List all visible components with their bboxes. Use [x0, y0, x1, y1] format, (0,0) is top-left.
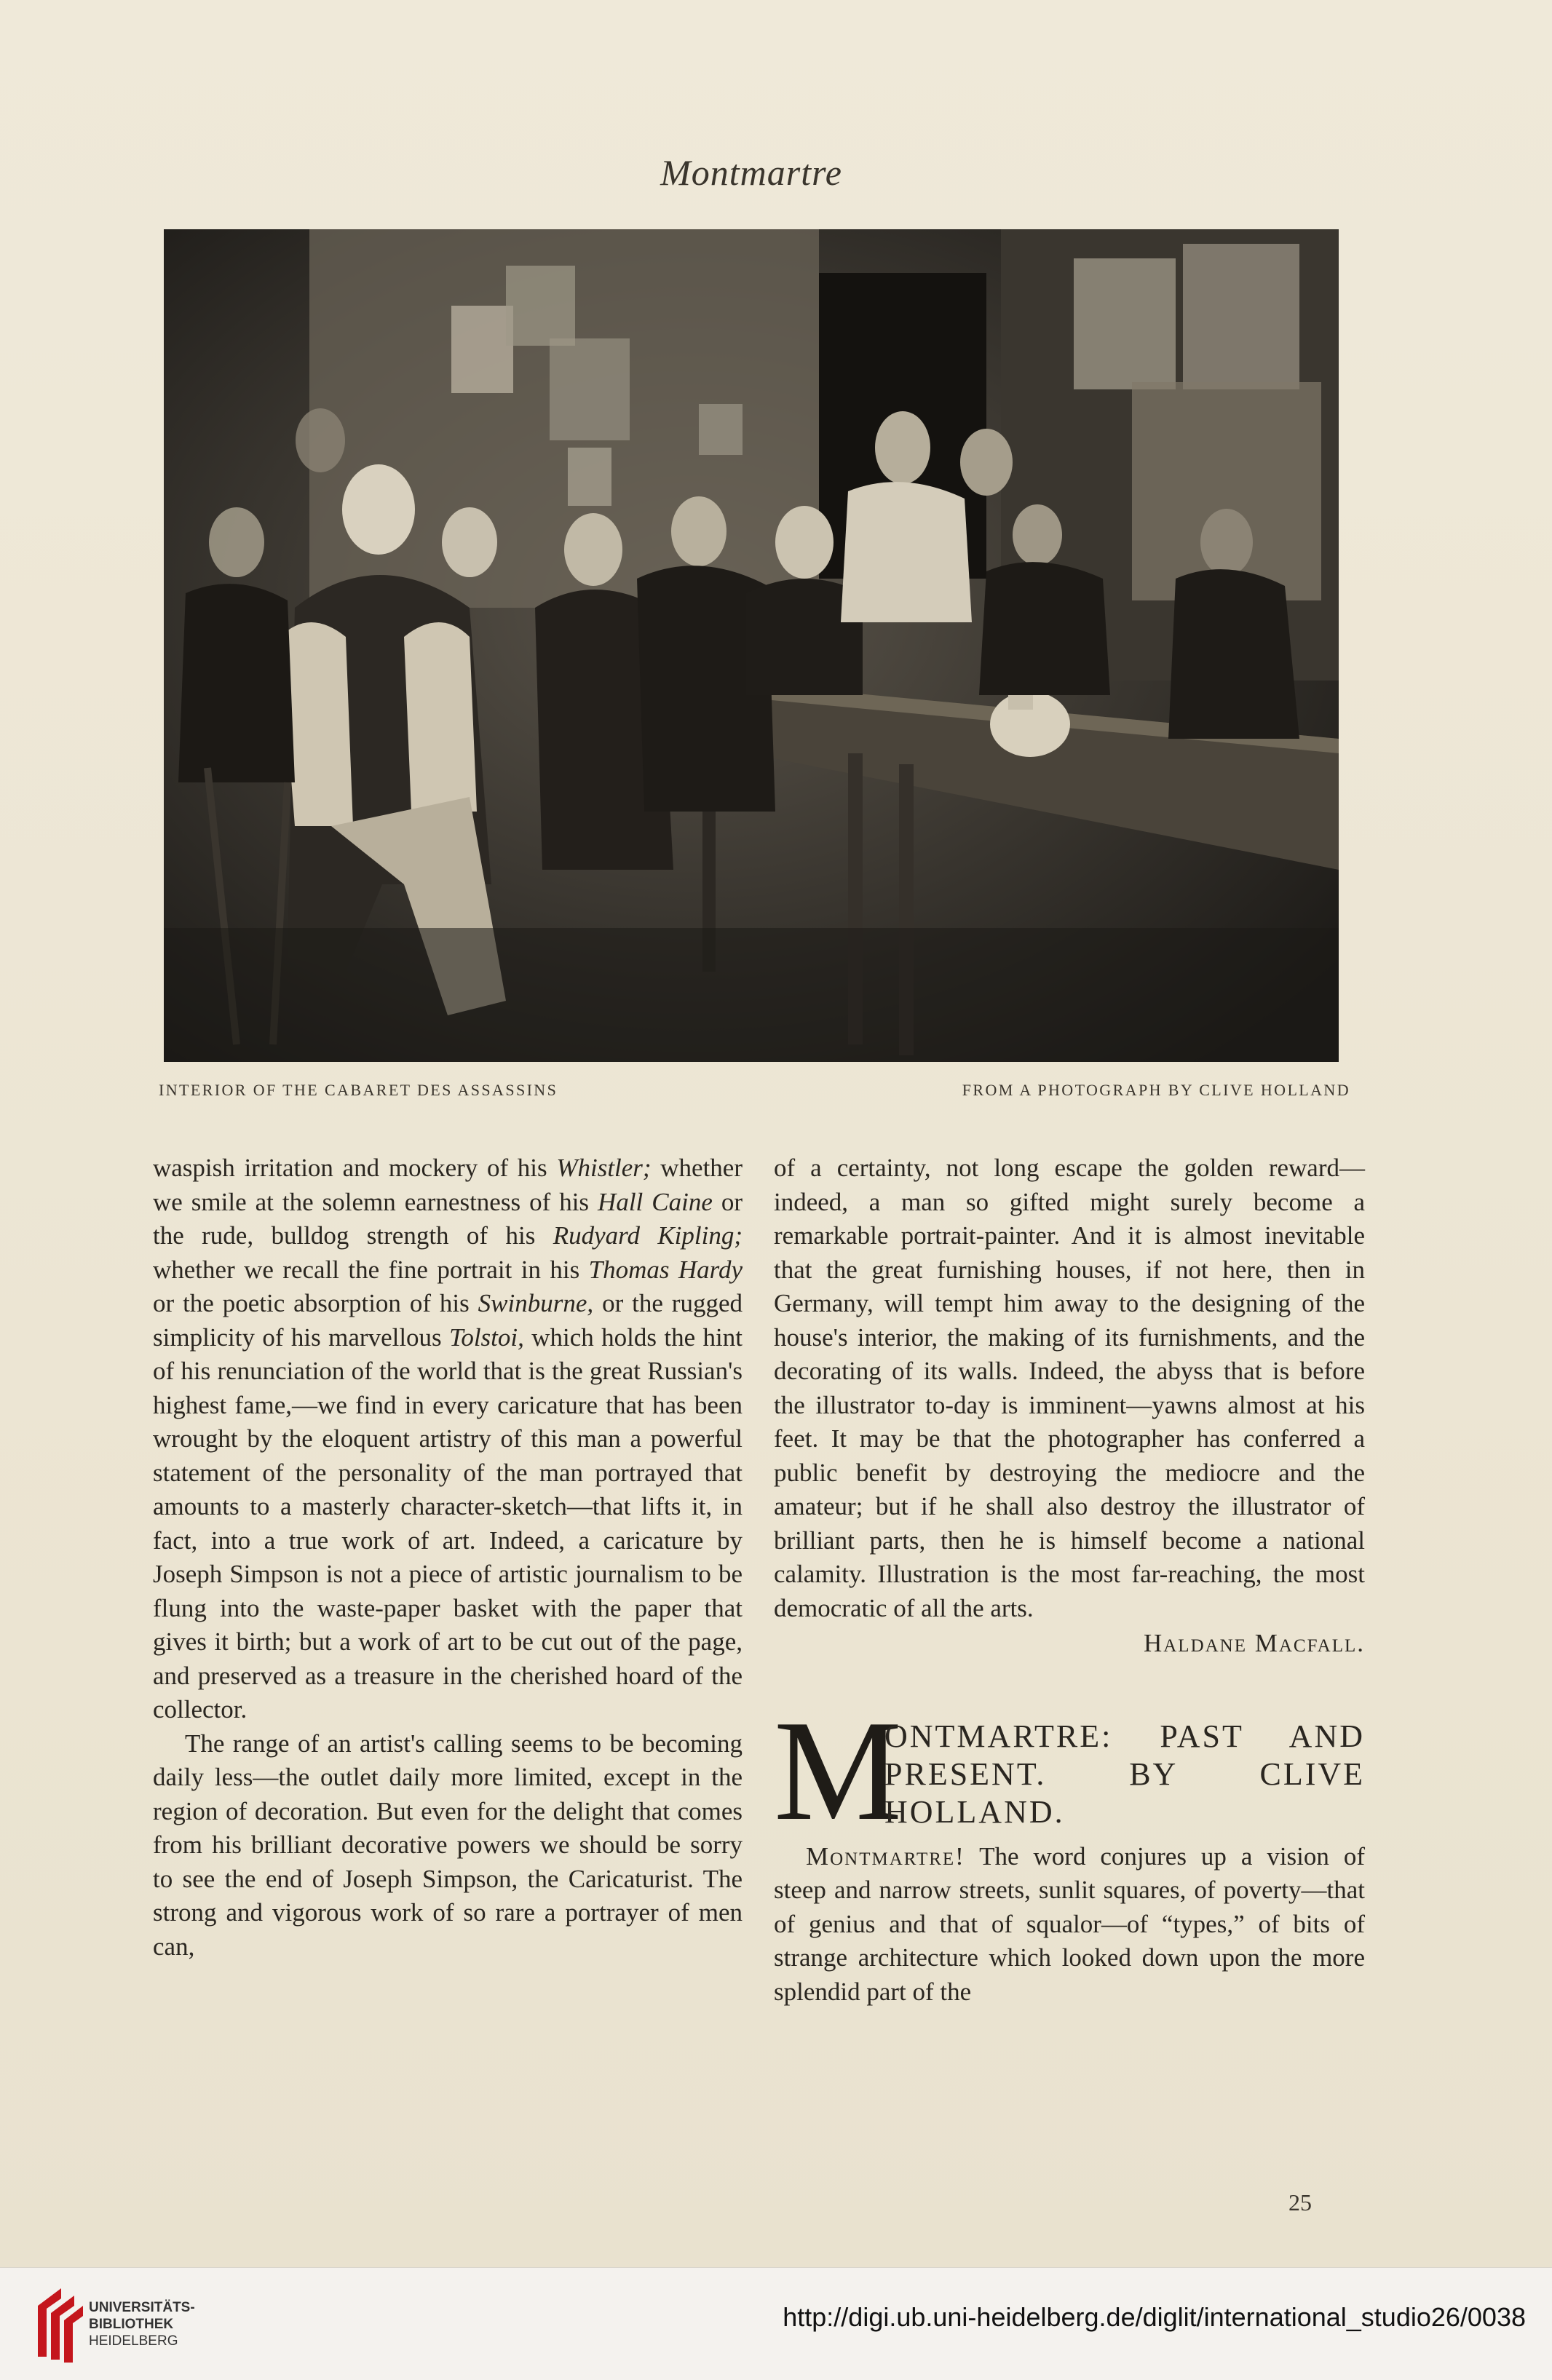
left-paragraph-1: [153, 1151, 743, 1727]
cabaret-photo-illustration: [164, 229, 1339, 1062]
text-run: or the rude, bulldog strength of his: [153, 1187, 743, 1250]
italic-title: Rudyard Kipling;: [553, 1221, 743, 1250]
article-headline: [774, 1690, 1365, 1850]
text-run: or the poetic absorption of his: [153, 1289, 478, 1317]
cabaret-photograph: [164, 229, 1339, 1062]
italic-title: Swinburne,: [478, 1289, 594, 1317]
photo-credit: FROM A PHOTOGRAPH BY CLIVE HOLLAND: [962, 1081, 1350, 1099]
library-name: [89, 2299, 195, 2349]
right-column: [774, 1151, 1365, 2009]
left-column: [153, 1151, 743, 1964]
text-run: waspish irritation and mockery of his: [153, 1154, 557, 1182]
italic-title: Tolstoi,: [449, 1322, 524, 1352]
lead-word: Montmartre!: [806, 1841, 965, 1871]
text-run: whether we smile at the solemn earnestness of his: [153, 1154, 743, 1216]
drop-cap: M: [774, 1690, 903, 1850]
text-run: whether we recall the fine portrait in his: [153, 1255, 589, 1284]
text-run: which holds the hint of his renunciation of the world that is the great Russian's highest fame,—we find in every caricature that has been wrought by the eloquent artistry of this man a powerful statement of the personality of the man portrayed that amounts to a masterly character-sketch—that lifts it, in fact, into a true work of art. Indeed, a caricature by Joseph Simpson is not a piece of artistic journalism to be flung into the waste-paper basket with the paper that gives it birth; but a work of art to be cut out of the page, and preserved as a treasure in the cherished hoard of the collector.: [153, 1322, 743, 1723]
headline-text: ONTMARTRE: PAST AND PRESENT. BY CLIVE HOLLAND.: [884, 1718, 1365, 1830]
author-signature: Haldane Macfall.: [1143, 1629, 1365, 1657]
digitization-footer: [0, 2267, 1552, 2380]
library-line: UNIVERSITÄTS-: [89, 2300, 195, 2315]
text-run: or the rugged simplicity of his marvellous: [153, 1289, 743, 1352]
library-logo-icon: [32, 2284, 84, 2364]
page-number: 25: [1288, 2189, 1312, 2216]
library-line: BIBLIOTHEK: [89, 2317, 174, 2332]
right-paragraph-1: of a certainty, not long escape the golden reward—indeed, a man so gifted might surely become a remarkable portrait-painter. And it is almost inevitable that the great furnishing houses, if not here, then in Germany, will tempt him away to the designing of the house's interior, the making of its furnishments, and the decorating of its walls. Indeed, the abyss that is before the illustrator to-day is imminent—yawns almost at his feet. It may be that the photographer has conferred a public benefit by destroying the mediocre and the amateur; but if he shall also destroy the illustrator of brilliant parts, then he is himself become a national calamity. Illustration is the most far-reaching, the most democratic of all the arts.: [774, 1154, 1365, 1622]
text-run: The word conjures up a vision of steep and narrow streets, sunlit squares, of poverty—that of genius and that of squalor—of “types,” of bits of strange architecture which looked down upon the more splendid part of the: [774, 1841, 1365, 2006]
library-line: HEIDELBERG: [89, 2333, 178, 2349]
italic-title: Whistler;: [556, 1154, 652, 1182]
italic-title: Thomas Hardy: [588, 1255, 743, 1284]
running-head: Montmartre: [660, 152, 842, 193]
right-paragraph-2: [774, 1840, 1365, 2010]
source-url-link[interactable]: http://digi.ub.uni-heidelberg.de/diglit/international_studio26/0038: [783, 2302, 1526, 2332]
italic-title: Hall Caine: [598, 1187, 713, 1216]
photo-caption-left: INTERIOR OF THE CABARET DES ASSASSINS: [159, 1081, 558, 1099]
left-paragraph-2: The range of an artist's calling seems to be becoming daily less—the outlet daily more limited, except in the region of decoration. But even for the delight that comes from his brilliant decorative powers we should be sorry to see the end of Joseph Simpson, the Caricaturist. The strong and vigorous work of so rare a portrayer of men can,: [153, 1729, 743, 1961]
